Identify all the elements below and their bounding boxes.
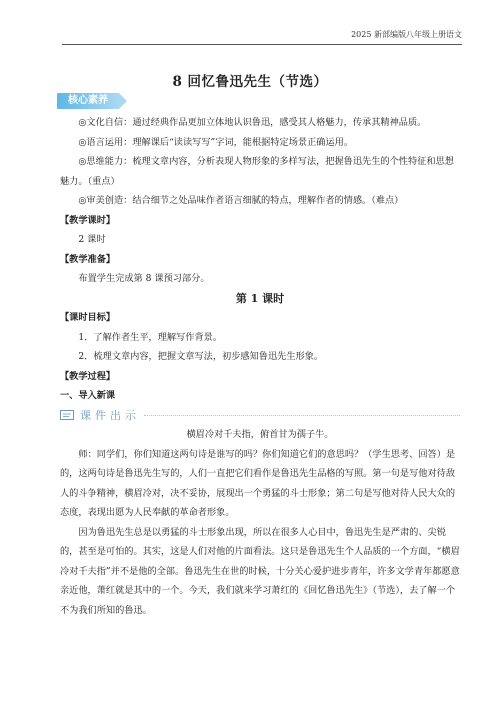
courseware-show-header xyxy=(60,406,460,426)
divider xyxy=(144,415,460,416)
page-header: 2025 新部编版八年级上册语文 xyxy=(62,26,462,45)
courseware-label: 课件出示 xyxy=(80,408,140,422)
section-heading: 一、导入新课 xyxy=(60,390,116,401)
quote: 横眉冷对千夫指，俯首甘为孺子牛。 xyxy=(186,429,334,440)
courseware-icon xyxy=(60,410,74,421)
process-heading: 【教学过程】 xyxy=(60,370,116,382)
literacy-item: ◎思维能力：梳理文章内容，分析表现人物形象的多样写法，把握鲁迅先生的个性特征和思想魅力。（重点） xyxy=(60,156,454,187)
main-content xyxy=(60,113,460,620)
literacy-item: ◎语言运用：理解课后“读读写写”字词，能根据特定场景正确运用。 xyxy=(78,136,354,148)
paragraph: 因为鲁迅先生总是以勇猛的斗士形象出现，所以在很多人心目中，鲁迅先生是严肃的、尖锐的，甚至是可怕的。其实，这是人们对他的片面看法。这只是鲁迅先生个人品质的一个方面，“横眉冷对千夫指”并不是他的全部。鲁迅先生在世的时候，十分关心爱护进步青年，许多文学青年都愿意亲近他，萧红就是其中的一个。今天，我们就来学习萧红的《回忆鲁迅先生》（节选），去了解一个不为我们所知的鲁迅。 xyxy=(60,526,460,616)
hours-heading: 【教学课时】 xyxy=(60,214,116,226)
lesson-heading: 第 1 课时 xyxy=(235,291,285,305)
hours-value: 2 课时 xyxy=(78,234,106,245)
lesson-title: 8 回忆鲁迅先生（节选） xyxy=(172,74,328,90)
goal-item: 2．梳理文章内容，把握文章写法，初步感知鲁迅先生形象。 xyxy=(78,351,324,362)
goal-item: 1．了解作者生平，理解写作背景。 xyxy=(78,331,223,343)
literacy-item: ◎审美创造：结合细节之处品味作者语言细腻的特点，理解作者的情感。（难点） xyxy=(78,195,404,206)
prep-heading: 【教学准备】 xyxy=(60,253,116,265)
prep-value: 布置学生完成第 8 课预习部分。 xyxy=(78,273,210,284)
paragraph: 师：同学们，你们知道这两句诗是谁写的吗？你们知道它们的意思吗？（学生思考、回答）是的，这两句诗是鲁迅先生写的，人们一直把它们看作是鲁迅先生品格的写照。第一句是写他对待敌人的斗争精神，横眉冷对，决不妥协，展现出一个勇猛的斗士形象；第二句是写他对待人民大众的态度，表现出愿为人民奉献的革命者形象。 xyxy=(60,448,456,518)
core-literacy-banner: 核心素养 xyxy=(57,93,119,109)
literacy-item: ◎文化自信：通过经典作品更加立体地认识鲁迅，感受其人格魅力，传承其精神品质。 xyxy=(78,117,427,128)
goal-heading: 【课时目标】 xyxy=(60,312,116,323)
